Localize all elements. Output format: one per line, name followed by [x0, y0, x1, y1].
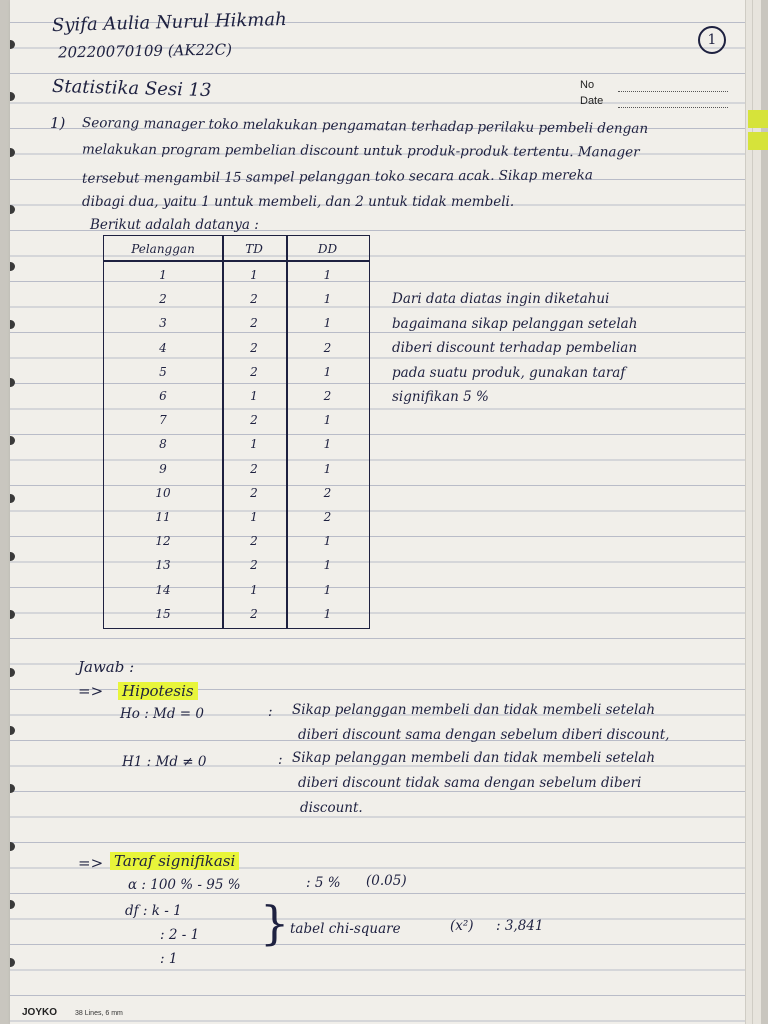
- arrow: =>: [78, 682, 104, 700]
- question-line: dibagi dua, yaitu 1 untuk membeli, dan 2 untuk tidak membeli.: [82, 194, 515, 210]
- binder-hole: [10, 610, 15, 619]
- table-cell: 1: [250, 268, 258, 282]
- binder-hole: [10, 436, 15, 445]
- side-note-line: Dari data diatas ingin diketahui: [392, 291, 610, 307]
- brace-icon: }: [260, 896, 290, 950]
- table-cell: 2: [323, 485, 332, 500]
- table-cell: 1: [323, 413, 332, 428]
- side-note-line: diberi discount terhadap pembelian: [392, 340, 638, 356]
- table-cell: 6: [159, 389, 167, 403]
- notebook-page: [10, 0, 745, 1024]
- table-cell: 2: [250, 292, 258, 307]
- table-cell: 1: [323, 558, 332, 573]
- df-step: : 1: [160, 951, 178, 967]
- table-cell: 15: [155, 606, 171, 621]
- table-cell: 1: [323, 316, 332, 331]
- table-cell: 1: [323, 582, 332, 597]
- alpha-decimal: (0.05): [366, 873, 407, 889]
- table-header-cell: TD: [245, 242, 263, 256]
- table-cell: 1: [250, 510, 258, 524]
- binder-hole: [10, 494, 15, 503]
- h0-label: Ho : Md = 0: [120, 706, 204, 722]
- table-cell: 2: [323, 340, 332, 355]
- answer-label: Jawab :: [78, 658, 135, 676]
- table-cell: 1: [323, 461, 332, 476]
- table-cell: 1: [250, 389, 258, 403]
- h1-line: diberi discount tidak sama dengan sebelum diberi: [298, 775, 642, 791]
- table-cell: 1: [323, 268, 332, 282]
- table-cell: 9: [159, 461, 167, 476]
- chi-value: : 3,841: [496, 918, 544, 934]
- h1-line: discount.: [300, 800, 363, 816]
- brand-logo: JOYKO: [22, 1007, 58, 1018]
- table-cell: 8: [159, 437, 167, 452]
- binder-hole: [10, 205, 15, 214]
- table-cell: 2: [250, 340, 258, 355]
- table-cell: 14: [155, 582, 171, 597]
- table-cell: 1: [323, 534, 332, 549]
- side-note-line: bagaimana sikap pelanggan setelah: [392, 316, 638, 332]
- table-cell: 10: [155, 485, 171, 500]
- highlight: Taraf signifikasi: [110, 852, 239, 870]
- side-tab: [748, 110, 768, 128]
- table-cell: 2: [250, 364, 258, 379]
- date-label: Date: [580, 95, 604, 107]
- student-name: Syifa Aulia Nurul Hikmah: [51, 8, 287, 37]
- df-line: df : k - 1: [125, 903, 182, 919]
- table-header-line: [104, 260, 369, 262]
- alpha-result: : 5 %: [306, 875, 341, 891]
- data-table: [103, 235, 370, 629]
- binder-hole: [10, 668, 15, 677]
- page-stack-edge: [752, 0, 761, 1024]
- lines-info: 38 Lines, 6 mm: [75, 1010, 123, 1017]
- question-line: melakukan program pembelian discount untuk produk-produk tertentu. Manager: [81, 141, 640, 161]
- binder-hole: [10, 148, 15, 157]
- side-note-line: signifikan 5 %: [392, 389, 489, 405]
- binder-hole: [10, 900, 15, 909]
- h1-colon: :: [278, 752, 283, 768]
- chi-label: tabel chi-square: [290, 921, 401, 937]
- arrow: =>: [78, 854, 104, 872]
- table-cell: 2: [323, 510, 332, 524]
- h0-colon: :: [268, 704, 273, 720]
- no-label: No: [580, 79, 595, 91]
- binder-hole: [10, 784, 15, 793]
- table-header-cell: Pelanggan: [131, 242, 195, 256]
- h1-label: H1 : Md ≠ 0: [122, 754, 207, 770]
- highlight: Hipotesis: [118, 682, 198, 700]
- date-line: [618, 107, 728, 109]
- side-note-line: pada suatu produk, gunakan taraf: [392, 365, 626, 381]
- subject-title: Statistika Sesi 13: [51, 75, 212, 102]
- hipotesis-title: [118, 684, 198, 699]
- table-cell: 2: [323, 389, 332, 403]
- question-line: Seorang manager toko melakukan pengamatan terhadap perilaku pembeli dengan: [81, 115, 649, 137]
- table-cell: 11: [155, 510, 171, 524]
- table-cell: 2: [250, 461, 258, 476]
- table-cell: 1: [323, 292, 332, 307]
- table-cell: 7: [159, 413, 167, 428]
- question-number: 1): [50, 114, 66, 132]
- binder-hole: [10, 262, 15, 271]
- question-line: Berikut adalah datanya :: [90, 217, 259, 233]
- table-cell: 1: [159, 268, 167, 282]
- table-cell: 1: [250, 582, 258, 597]
- question-line: tersebut mengambil 15 sampel pelanggan toko secara acak. Sikap mereka: [81, 167, 594, 187]
- binder-hole: [10, 320, 15, 329]
- table-cell: 2: [250, 534, 258, 549]
- h0-line: Sikap pelanggan membeli dan tidak membeli setelah: [292, 702, 656, 718]
- table-cell: 2: [159, 292, 167, 307]
- binder-hole: [10, 552, 15, 561]
- table-cell: 13: [155, 558, 171, 573]
- df-step: : 2 - 1: [160, 927, 200, 943]
- binder-hole: [10, 378, 15, 387]
- binder-hole: [10, 726, 15, 735]
- h1-line: Sikap pelanggan membeli dan tidak membeli setelah: [292, 750, 656, 766]
- page-number: 1: [698, 26, 726, 54]
- table-cell: 1: [323, 606, 332, 621]
- side-tab: [748, 132, 768, 150]
- table-cell: 3: [159, 316, 167, 331]
- binder-hole: [10, 842, 15, 851]
- student-id: 20220070109 (AK22C): [57, 40, 233, 62]
- h0-line: diberi discount sama dengan sebelum diberi discount,: [298, 727, 670, 743]
- table-cell: 4: [159, 340, 167, 355]
- alpha-line: α : 100 % - 95 %: [128, 877, 241, 893]
- table-cell: 2: [250, 316, 258, 331]
- table-cell: 5: [159, 364, 167, 379]
- table-cell: 1: [250, 437, 258, 452]
- binder-hole: [10, 958, 15, 967]
- table-cell: 1: [323, 364, 332, 379]
- table-cell: 2: [250, 558, 258, 573]
- taraf-title: [110, 854, 239, 869]
- table-cell: 2: [250, 485, 258, 500]
- table-header-cell: DD: [317, 242, 338, 256]
- binder-hole: [10, 92, 15, 101]
- table-cell: 12: [155, 534, 171, 549]
- table-cell: 2: [250, 606, 258, 621]
- table-cell: 1: [323, 437, 332, 452]
- binder-hole: [10, 40, 15, 49]
- chi-symbol: (x²): [450, 918, 474, 934]
- no-line: [618, 91, 728, 93]
- table-cell: 2: [250, 413, 258, 428]
